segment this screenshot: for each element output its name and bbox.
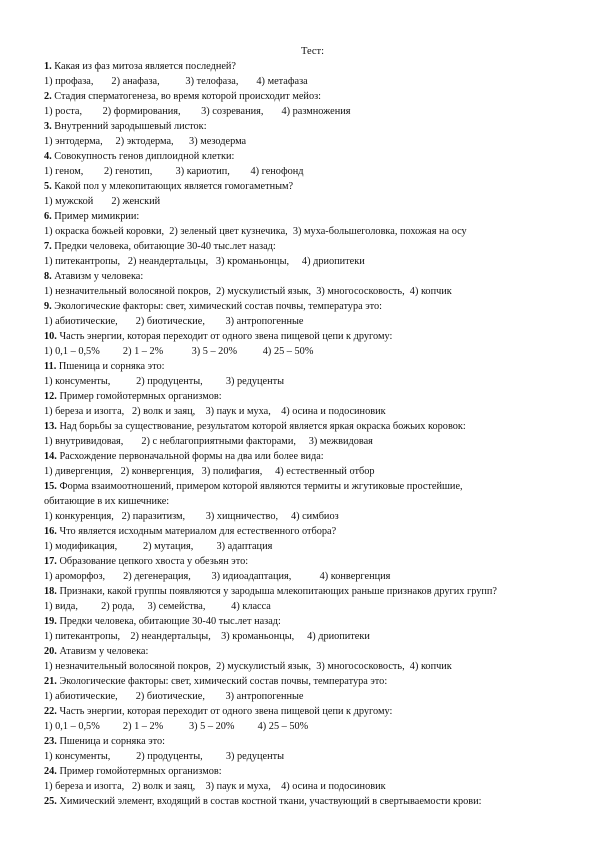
question-item [44,419,595,449]
question-text-line [44,299,595,314]
answer-options: 1) питекантропы, 2) неандертальцы, 3) кроманьонцы, 4) дриопитеки [44,631,370,642]
question-number: 13. [44,421,57,432]
question-number: 7. [44,241,52,252]
question-text: Над борьбы за существование, результатом которой является яркая окраска божьих коровок: [56,421,466,432]
question-number: 16. [44,526,57,537]
answer-options: 1) береза и изогга, 2) волк и заяц, 3) паук и муха, 4) осина и подосиновик [44,406,386,417]
question-text-line [44,359,595,374]
answer-options: 1) 0,1 – 0,5% 2) 1 – 2% 3) 5 – 20% 4) 25 – 50% [44,721,309,732]
question-text: Стадия сперматогенеза, во время которой происходит мейоз: [51,91,322,102]
question-number: 12. [44,391,57,402]
answer-options: 1) внутривидовая, 2) с неблагоприятными факторами, 3) межвидовая [44,436,373,447]
answer-options: 1) питекантропы, 2) неандертальцы, 3) кроманьонцы, 4) дриопитеки [44,256,365,267]
question-text-line [44,494,595,509]
question-number: 25. [44,796,57,807]
question-text-line [44,179,595,194]
question-text: Признаки, какой группы появляются у зародыша млекопитающих раньше признаков других групп? [56,586,497,597]
question-item [44,644,595,674]
answer-options: 1) береза и изогга, 2) волк и заяц, 3) паук и муха, 4) осина и подосиновик [44,781,386,792]
answer-options: 1) энтодерма, 2) эктодерма, 3) мезодерма [44,136,247,147]
question-text: Какой пол у млекопитающих является гомогаметным? [51,181,294,192]
question-number: 6. [44,211,52,222]
page-title: Тест: [300,46,325,57]
question-item [44,119,595,149]
question-number: 22. [44,706,57,717]
question-text: Химический элемент, входящий в состав костной ткани, участвующий в свертываемости крови: [56,796,482,807]
question-item [44,554,595,584]
question-text-line [44,584,595,599]
question-text: Форма взаимоотношений, примером которой являются термиты и жгутиковые простейшие, [56,481,463,492]
answer-options: 1) окраска божьей коровки, 2) зеленый цвет кузнечика, 3) муха-большеголовка, похожая на осу [44,226,467,237]
question-text-line [44,419,595,434]
question-item [44,449,595,479]
question-number: 18. [44,586,57,597]
question-item [44,674,595,704]
question-number: 2. [44,91,52,102]
question-text: Предки человека, обитающие 30-40 тыс.лет назад: [56,616,281,627]
answer-options: 1) консументы, 2) продуценты, 3) редуценты [44,751,285,762]
question-number: 9. [44,301,52,312]
question-item [44,389,595,419]
question-text: Часть энергии, которая переходит от одного звена пищевой цепи к другому: [56,331,393,342]
question-item [44,584,595,614]
question-list [44,59,595,809]
question-text-line [44,644,595,659]
question-number: 21. [44,676,57,687]
question-text-line [44,704,595,719]
question-item [44,59,595,89]
answer-options: 1) незначительный волосяной покров, 2) мускулистый язык, 3) многососковость, 4) копчик [44,661,452,672]
question-text: Какая из фаз митоза является последней? [51,61,236,72]
question-text-line [44,764,595,779]
question-item [44,734,595,764]
question-text-line [44,209,595,224]
question-text: Пример гомойотермных организмов: [56,766,222,777]
question-number: 14. [44,451,57,462]
answer-options: 1) профаза, 2) анафаза, 3) телофаза, 4) метафаза [44,76,308,87]
answer-options: 1) вида, 2) рода, 3) семейства, 4) класса [44,601,271,612]
question-item [44,179,595,209]
question-text: Внутренний зародышевый листок: [51,121,207,132]
question-text: Экологические факторы: свет, химический состав почвы, температура это: [51,301,383,312]
question-number: 24. [44,766,57,777]
answer-options: 1) консументы, 2) продуценты, 3) редуценты [44,376,285,387]
question-text: Часть энергии, которая переходит от одного звена пищевой цепи к другому: [56,706,393,717]
question-item [44,149,595,179]
question-text-line [44,479,595,494]
question-item [44,479,595,524]
question-text-line [44,89,595,104]
question-number: 11. [44,361,57,372]
answer-options: 1) 0,1 – 0,5% 2) 1 – 2% 3) 5 – 20% 4) 25 – 50% [44,346,314,357]
question-item [44,269,595,299]
question-text: Атавизм у человека: [56,646,149,657]
question-text-line [44,524,595,539]
answer-options: 1) конкуренция, 2) паразитизм, 3) хищничество, 4) симбиоз [44,511,339,522]
question-text: Пшеница и сорняка это: [56,736,166,747]
question-number: 19. [44,616,57,627]
question-item [44,209,595,239]
question-text-line [44,449,595,464]
question-number: 17. [44,556,57,567]
question-item [44,524,595,554]
question-item [44,329,595,359]
question-text: Экологические факторы: свет, химический состав почвы, температура это: [56,676,388,687]
question-item [44,299,595,329]
question-text-line [44,614,595,629]
question-number: 10. [44,331,57,342]
question-text: Пример мимикрии: [51,211,140,222]
question-text-line [44,119,595,134]
question-number: 3. [44,121,52,132]
question-text: обитающие в их кишечнике: [44,496,170,507]
question-text-line [44,674,595,689]
answer-options: 1) модификация, 2) мутация, 3) адаптация [44,541,273,552]
question-item [44,89,595,119]
question-text: Предки человека, обитающие 30-40 тыс.лет назад: [51,241,276,252]
question-number: 1. [44,61,52,72]
question-text: Расхождение первоначальной формы на два или более вида: [56,451,324,462]
question-item [44,764,595,794]
answer-options: 1) мужской 2) женский [44,196,161,207]
question-text-line [44,329,595,344]
question-text: Что является исходным материалом для естественного отбора? [56,526,337,537]
answer-options: 1) абиотические, 2) биотические, 3) антропогенные [44,691,304,702]
question-text-line [44,554,595,569]
question-item [44,704,595,734]
question-text-line [44,269,595,284]
answer-options: 1) абиотические, 2) биотические, 3) антропогенные [44,316,304,327]
question-text: Атавизм у человека: [51,271,144,282]
answer-options: 1) геном, 2) генотип, 3) кариотип, 4) генофонд [44,166,304,177]
question-text-line [44,149,595,164]
question-text-line [44,734,595,749]
question-item [44,359,595,389]
question-text: Совокупность генов диплоидной клетки: [51,151,235,162]
question-number: 5. [44,181,52,192]
question-number: 4. [44,151,52,162]
question-number: 23. [44,736,57,747]
answer-options: 1) незначительный волосяной покров, 2) мускулистый язык, 3) многососковость, 4) копчик [44,286,452,297]
question-text-line [44,59,595,74]
question-item [44,614,595,644]
question-number: 15. [44,481,57,492]
question-item [44,794,595,809]
question-text-line [44,794,595,809]
question-text: Образование цепкого хвоста у обезьян это: [56,556,249,567]
question-number: 8. [44,271,52,282]
question-text-line [44,239,595,254]
question-text-line [44,389,595,404]
question-item [44,239,595,269]
question-number: 20. [44,646,57,657]
answer-options: 1) ароморфоз, 2) дегенерация, 3) идиоадаптация, 4) конвергенция [44,571,391,582]
answer-options: 1) дивергенция, 2) конвергенция, 3) полифагия, 4) естественный отбор [44,466,375,477]
question-text: Пшеница и сорняка это: [56,361,165,372]
question-text: Пример гомойотермных организмов: [56,391,222,402]
answer-options: 1) роста, 2) формирования, 3) созревания, 4) размножения [44,106,351,117]
